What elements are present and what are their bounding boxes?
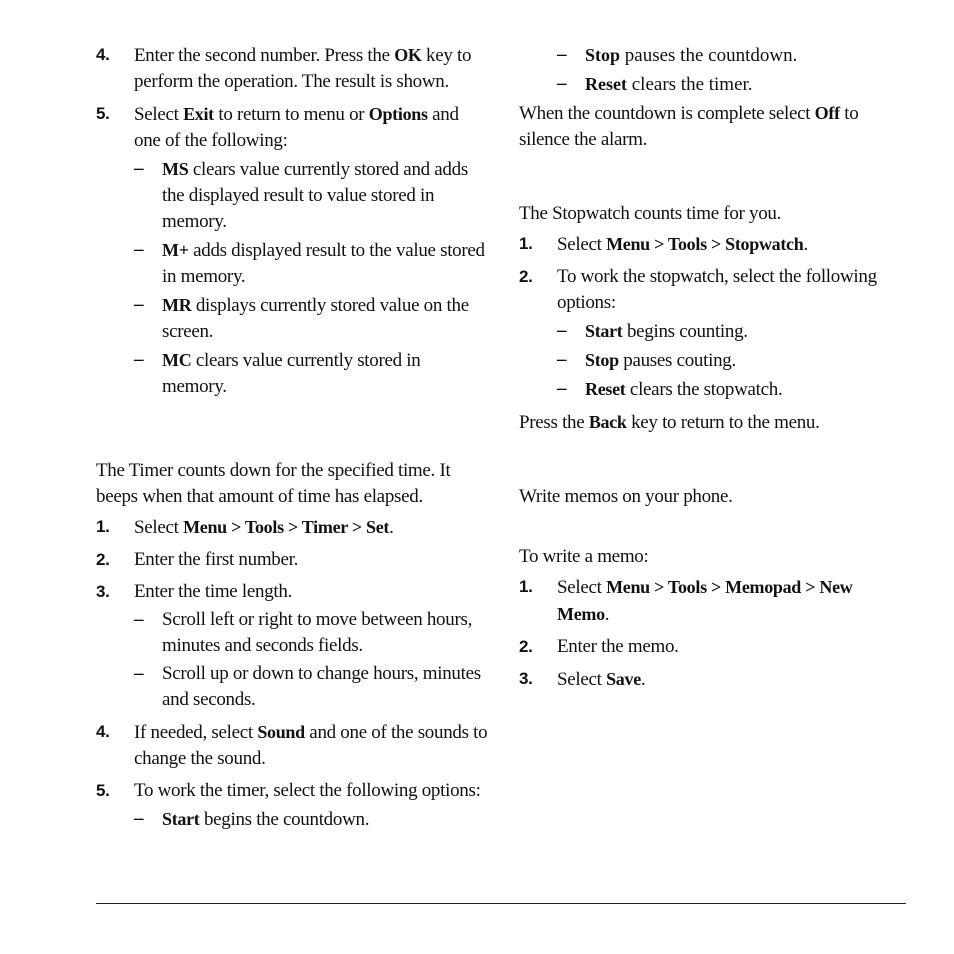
option-text: clears value currently stored and adds the displayed result to value stored in memory. <box>162 159 468 232</box>
step-text: If needed, select <box>134 722 258 743</box>
memory-options-list <box>134 156 488 400</box>
option-text: begins counting. <box>622 321 748 342</box>
step-text: . <box>389 517 394 538</box>
menu-path: Menu > Tools > Stopwatch <box>606 234 804 254</box>
option-text: clears value currently stored in memory. <box>162 350 421 397</box>
step-number: 1. <box>96 517 110 536</box>
list-item <box>557 71 899 98</box>
option-text: pauses the countdown. <box>620 45 798 66</box>
list-item <box>557 42 899 69</box>
dash-bullet: – <box>557 349 567 370</box>
step-text: . <box>640 669 646 690</box>
list-item <box>557 376 899 403</box>
note-text: key to return to the menu. <box>626 412 820 433</box>
option-key: MS <box>162 159 189 179</box>
option-key: MC <box>162 350 192 370</box>
section-spacer <box>519 514 899 544</box>
step-number: 2. <box>519 267 533 286</box>
right-column <box>519 42 899 699</box>
memo-how: To write a memo: <box>519 546 649 567</box>
step-text: Select <box>557 234 607 255</box>
menu-path: Menu > Tools > Timer > Set <box>183 517 390 537</box>
dash-bullet: – <box>134 609 144 630</box>
save-key-label: Save <box>606 669 641 689</box>
timer-step-1 <box>96 514 488 541</box>
countdown-complete-note <box>519 100 899 153</box>
memo-step-2 <box>519 634 899 660</box>
timer-scroll-list <box>134 607 488 713</box>
step-text: . <box>803 234 808 255</box>
timer-options-list <box>134 806 488 833</box>
note-text: to silence the alarm. <box>519 103 859 150</box>
step-number: 5. <box>96 781 110 800</box>
exit-key-label: Exit <box>183 104 214 124</box>
list-item <box>134 156 488 235</box>
option-key: M+ <box>162 240 189 260</box>
back-key-note <box>519 409 899 436</box>
step-text: To work the timer, select the following options: <box>134 780 481 801</box>
memo-step-3 <box>519 666 899 693</box>
step-number: 1. <box>519 577 533 596</box>
timer-step-2 <box>96 547 488 573</box>
option-key: Start <box>162 809 200 829</box>
dash-bullet: – <box>134 808 144 829</box>
dash-bullet: – <box>134 239 144 260</box>
timer-step-4 <box>96 719 488 772</box>
list-item-text: Scroll left or right to move between hours, minutes and seconds fields. <box>162 609 473 656</box>
dash-bullet: – <box>557 44 567 65</box>
step-number: 1. <box>519 234 533 253</box>
option-text: begins the countdown. <box>199 809 370 830</box>
option-key: Stop <box>585 350 619 370</box>
list-item <box>134 347 488 400</box>
stopwatch-step-1 <box>519 231 899 258</box>
option-key: Stop <box>585 45 621 65</box>
step-text: Enter the second number. Press the <box>134 45 395 66</box>
step-text: . <box>604 604 610 625</box>
timer-options-list-continued <box>557 42 899 98</box>
step-number: 3. <box>519 669 533 688</box>
step-text: Enter the memo. <box>557 636 679 657</box>
memo-step-1 <box>519 574 899 628</box>
option-text: pauses couting. <box>618 350 736 371</box>
step-text: Select <box>557 577 607 598</box>
list-item <box>557 318 899 345</box>
off-key-label: Off <box>814 103 840 123</box>
section-spacer <box>96 406 488 458</box>
stopwatch-step-2 <box>519 264 899 403</box>
note-text: When the countdown is complete select <box>519 103 815 124</box>
list-item-text: Scroll up or down to change hours, minutes and seconds. <box>162 663 481 710</box>
step-text: Select <box>557 669 607 690</box>
note-text: Press the <box>519 412 589 433</box>
step-text: Select <box>134 104 184 125</box>
footer-rule <box>96 903 906 904</box>
dash-bullet: – <box>557 320 567 341</box>
dash-bullet: – <box>134 294 144 315</box>
timer-step-3 <box>96 579 488 713</box>
dash-bullet: – <box>557 73 567 94</box>
dash-bullet: – <box>134 663 144 684</box>
sound-key-label: Sound <box>257 722 305 742</box>
list-item <box>134 806 488 833</box>
step-text: key to perform the operation. The result is shown. <box>134 45 472 92</box>
memo-intro: Write memos on your phone. <box>519 486 733 507</box>
list-item <box>134 607 488 659</box>
dash-bullet: – <box>134 349 144 370</box>
step-text: To work the stopwatch, select the following options: <box>557 266 877 313</box>
dash-bullet: – <box>134 158 144 179</box>
menu-path: Menu > Tools > Memopad > New Memo <box>557 577 853 624</box>
options-key-label: Options <box>368 104 428 124</box>
step-text: to return to menu or <box>213 104 369 125</box>
calculator-step-4 <box>96 42 488 95</box>
step-number: 2. <box>519 637 533 656</box>
step-number: 4. <box>96 722 110 741</box>
step-number: 3. <box>96 582 110 601</box>
timer-intro: The Timer counts down for the specified time. It beeps when that amount of time has elapsed. <box>96 460 451 507</box>
list-item <box>134 237 488 290</box>
step-text: Enter the time length. <box>134 581 293 602</box>
step-text: Select <box>134 517 184 538</box>
stopwatch-intro: The Stopwatch counts time for you. <box>519 203 782 224</box>
option-text: displays currently stored value on the screen. <box>162 295 469 342</box>
section-spacer <box>519 440 899 484</box>
step-number: 2. <box>96 550 110 569</box>
list-item <box>134 661 488 713</box>
step-text: Enter the first number. <box>134 549 299 570</box>
option-key: MR <box>162 295 192 315</box>
list-item <box>557 347 899 374</box>
option-text: clears the timer. <box>626 74 753 95</box>
stopwatch-options-list <box>557 318 899 403</box>
option-text: adds displayed result to the value stored in memory. <box>162 240 485 287</box>
option-key: Reset <box>585 379 626 399</box>
option-key: Reset <box>585 74 627 94</box>
back-key-label: Back <box>588 412 627 432</box>
ok-key-label: OK <box>394 45 422 65</box>
step-number: 5. <box>96 104 110 123</box>
calculator-step-5 <box>96 101 488 400</box>
step-number: 4. <box>96 45 110 64</box>
section-spacer <box>519 157 899 201</box>
step-text: and one of the following: <box>134 104 459 151</box>
list-item <box>134 292 488 345</box>
timer-step-5 <box>96 778 488 833</box>
left-column <box>96 42 488 839</box>
option-text: clears the stopwatch. <box>625 379 783 400</box>
option-key: Start <box>585 321 623 341</box>
step-text: and one of the sounds to change the sound. <box>134 722 488 769</box>
dash-bullet: – <box>557 378 567 399</box>
